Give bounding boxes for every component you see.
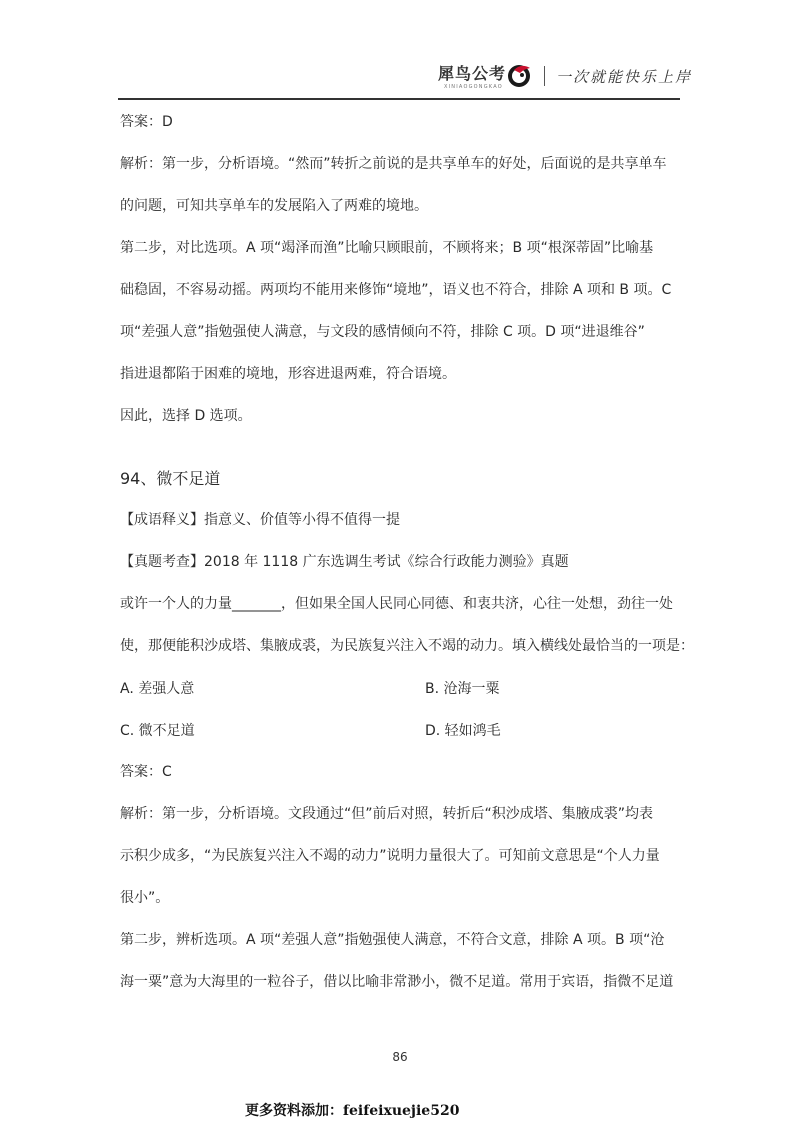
header-divider [544,66,545,86]
header-slogan: 一次就能快乐上岸 [556,68,693,86]
q93-analysis [120,154,682,216]
option-c: C. 微不足道 [120,723,195,739]
options-row-2 [120,720,682,740]
section-gap [120,426,682,468]
text-line: 指进退都陷于困难的境地，形容进退两难，符合语境。 [120,366,456,382]
text-line: 础稳固，不容易动摇。两项均不能用来修饰“境地”，语义也不符合，排除 A 项和 B 项。C [120,282,672,298]
q93-step2 [120,238,682,384]
text-line: 海一粟”意为大海里的一粒谷子，借以比喻非常渺小，微不足道。常用于宾语，指微不足道 [120,974,674,990]
q94-definition: 【成语释义】指意义、价值等小得不值得一提 [120,512,400,528]
q93-answer: 答案：D [120,114,173,130]
option-b: B. 沧海一粟 [425,681,500,697]
document-body [120,112,694,992]
q94-step2 [120,930,682,992]
text-line: 解析：第一步，分析语境。“然而”转折之前说的是共享单车的好处，后面说的是共享单车 [120,156,667,172]
text-line: 使，那便能积沙成塔、集腋成裘，为民族复兴注入不竭的动力。填入横线处最恰当的一项是： [120,638,694,654]
text-line: 或许一个人的力量_______，但如果全国人民同心同德、和衷共济，心往一处想，劲往一处 [120,596,673,612]
text-line: 第二步，对比选项。A 项“竭泽而渔”比喻只顾眼前，不顾将来；B 项“根深蒂固”比喻基 [120,240,654,256]
page-header [0,0,800,100]
options-row-1 [120,678,682,698]
text-line: 项“差强人意”指勉强使人满意，与文段的感情倾向不符，排除 C 项。D 项“进退维谷” [120,324,645,340]
q94-answer: 答案：C [120,764,172,780]
q93-conclusion: 因此，选择 D 选项。 [120,408,252,424]
text-line: 的问题，可知共享单车的发展陷入了两难的境地。 [120,198,428,214]
text-line: 示积少成多，“为民族复兴注入不竭的动力”说明力量很大了。可知前文意思是“个人力量 [120,848,660,864]
page-number: 86 [392,1050,408,1064]
footer-note: 更多资料添加：feifeixuejie520 [245,1103,460,1119]
brand-name: 犀鸟公考 [438,64,507,83]
hornbill-logo-icon [505,62,533,88]
brand-subtitle: XINIAOGONGKAO [444,84,503,90]
option-a: A. 差强人意 [120,681,195,697]
q94-source: 【真题考查】2018 年 1118 广东选调生考试《综合行政能力测验》真题 [120,554,569,570]
q94-question [120,594,694,656]
text-line: 很小”。 [120,890,170,906]
q94-analysis [120,804,682,908]
text-line: 第二步，辨析选项。A 项“差强人意”指勉强使人满意，不符合文意，排除 A 项。B 项“沧 [120,932,665,948]
header-rule [118,98,680,100]
option-d: D. 轻如鸿毛 [425,723,501,739]
q94-title: 94、微不足道 [120,469,221,488]
text-line: 解析：第一步，分析语境。文段通过“但”前后对照，转折后“积沙成塔、集腋成裘”均表 [120,806,654,822]
